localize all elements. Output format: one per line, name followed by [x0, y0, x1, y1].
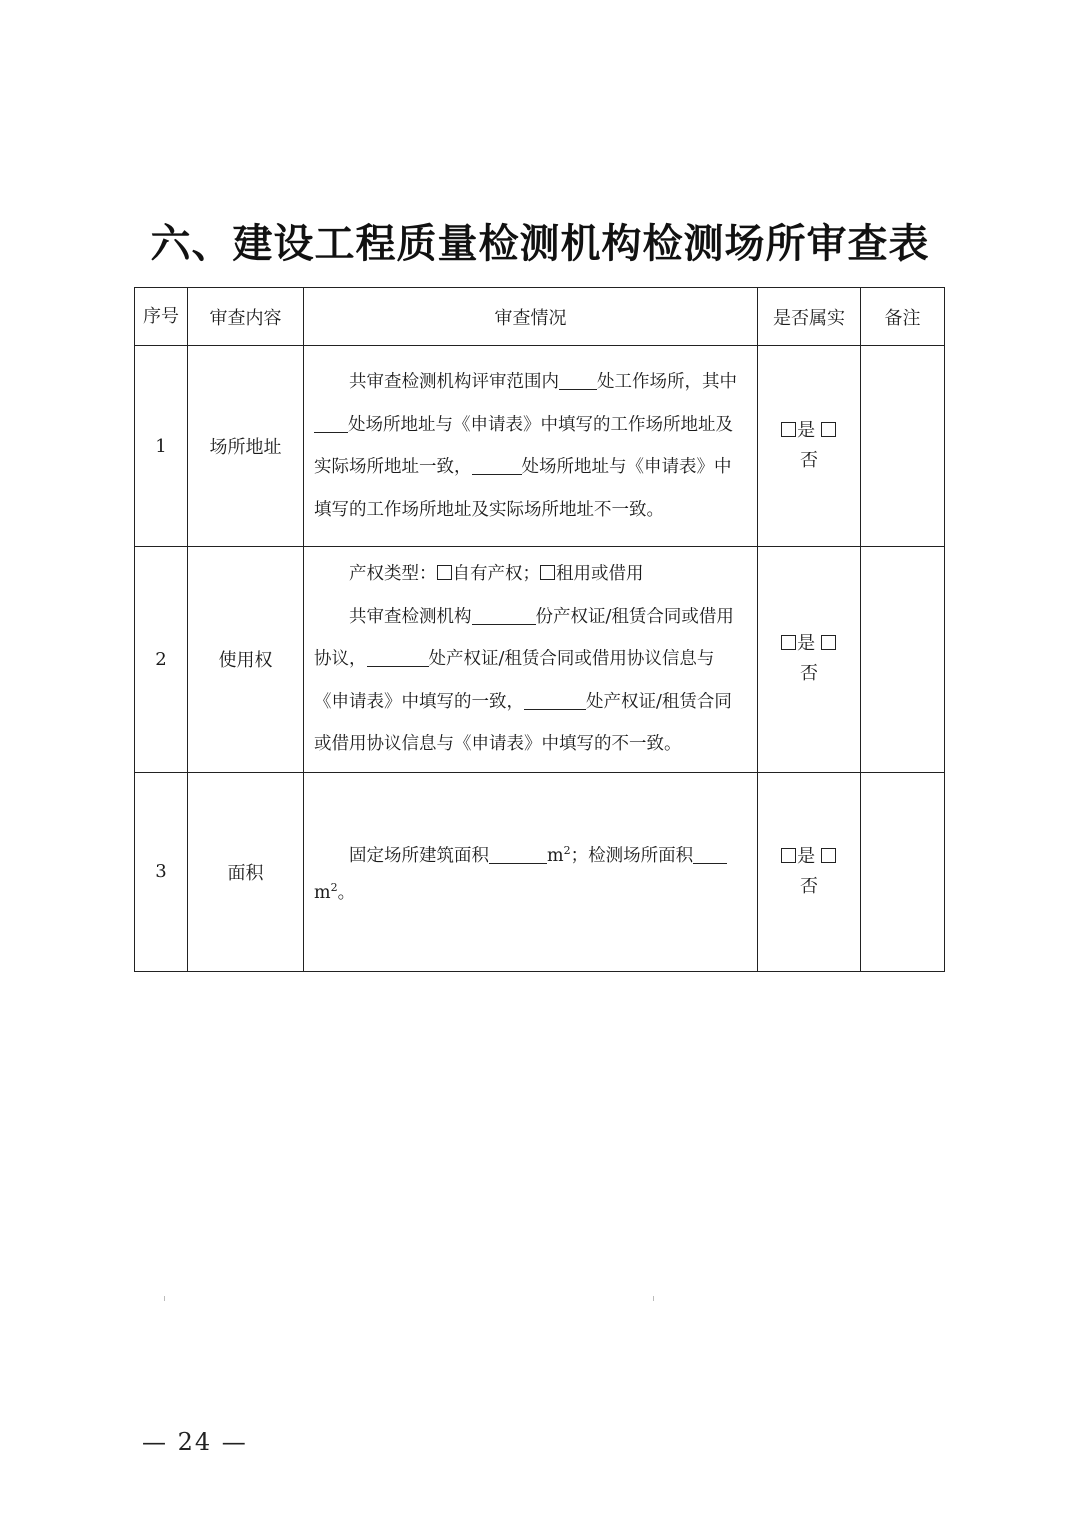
- no-checkbox[interactable]: [821, 635, 836, 650]
- table-row: [135, 547, 945, 773]
- blank-field[interactable]: [559, 372, 597, 391]
- blank-field[interactable]: [472, 606, 536, 625]
- note-cell[interactable]: [861, 772, 945, 971]
- row-detail: 共审查检测机构评审范围内 处工作场所，其中处场所地址与《申请表》中填写的工作场所地址及实际场所地址一致， 处场所地址与《申请表》中填写的工作场所地址及实际场所地址不一致。: [304, 346, 758, 547]
- note-cell[interactable]: [861, 346, 945, 547]
- header-verified: 是否属实: [758, 288, 861, 346]
- header-detail: 审查情况: [304, 288, 758, 346]
- blank-field[interactable]: [314, 414, 348, 433]
- page-number: — 24 —: [142, 1428, 248, 1456]
- table-header-row: [135, 288, 945, 346]
- blank-field[interactable]: [489, 845, 547, 864]
- row-index: 1: [135, 346, 188, 547]
- scan-speck: [653, 1296, 654, 1301]
- note-cell[interactable]: [861, 547, 945, 773]
- row-index: 2: [135, 547, 188, 773]
- row-detail: 固定场所建筑面积 $m^2$；检测场所面积$m^2$。: [304, 772, 758, 971]
- row-index: 3: [135, 772, 188, 971]
- verified-cell: 是 否: [758, 547, 861, 773]
- rent-checkbox[interactable]: [540, 565, 555, 580]
- blank-field[interactable]: [472, 457, 522, 476]
- header-item: 审查内容: [188, 288, 304, 346]
- row-item: 使用权: [188, 547, 304, 773]
- row-item: 场所地址: [188, 346, 304, 547]
- verified-cell: 是 否: [758, 772, 861, 971]
- header-index: 序号: [135, 288, 188, 346]
- blank-field[interactable]: [693, 845, 727, 864]
- table-row: [135, 772, 945, 971]
- yes-checkbox[interactable]: [781, 422, 796, 437]
- page-title: 六、建设工程质量检测机构检测场所审查表: [150, 220, 930, 267]
- review-table: [134, 287, 945, 972]
- own-property-checkbox[interactable]: [437, 565, 452, 580]
- no-checkbox[interactable]: [821, 848, 836, 863]
- row-detail: 产权类型： 自有产权； 租用或借用 共审查检测机构 份产权证/租赁合同或借用协议， 处产权证/租赁合同或借用协议信息与《申请表》中填写的一致， 处产权证/租赁合同或借用协议信息与《申请表》中填写的不一致。: [304, 547, 758, 773]
- scan-speck: [164, 1296, 165, 1301]
- blank-field[interactable]: [524, 691, 586, 710]
- no-checkbox[interactable]: [821, 422, 836, 437]
- blank-field[interactable]: [367, 649, 429, 668]
- table-row: [135, 346, 945, 547]
- yes-checkbox[interactable]: [781, 848, 796, 863]
- yes-checkbox[interactable]: [781, 635, 796, 650]
- verified-cell: 是 否: [758, 346, 861, 547]
- row-item: 面积: [188, 772, 304, 971]
- header-note: 备注: [861, 288, 945, 346]
